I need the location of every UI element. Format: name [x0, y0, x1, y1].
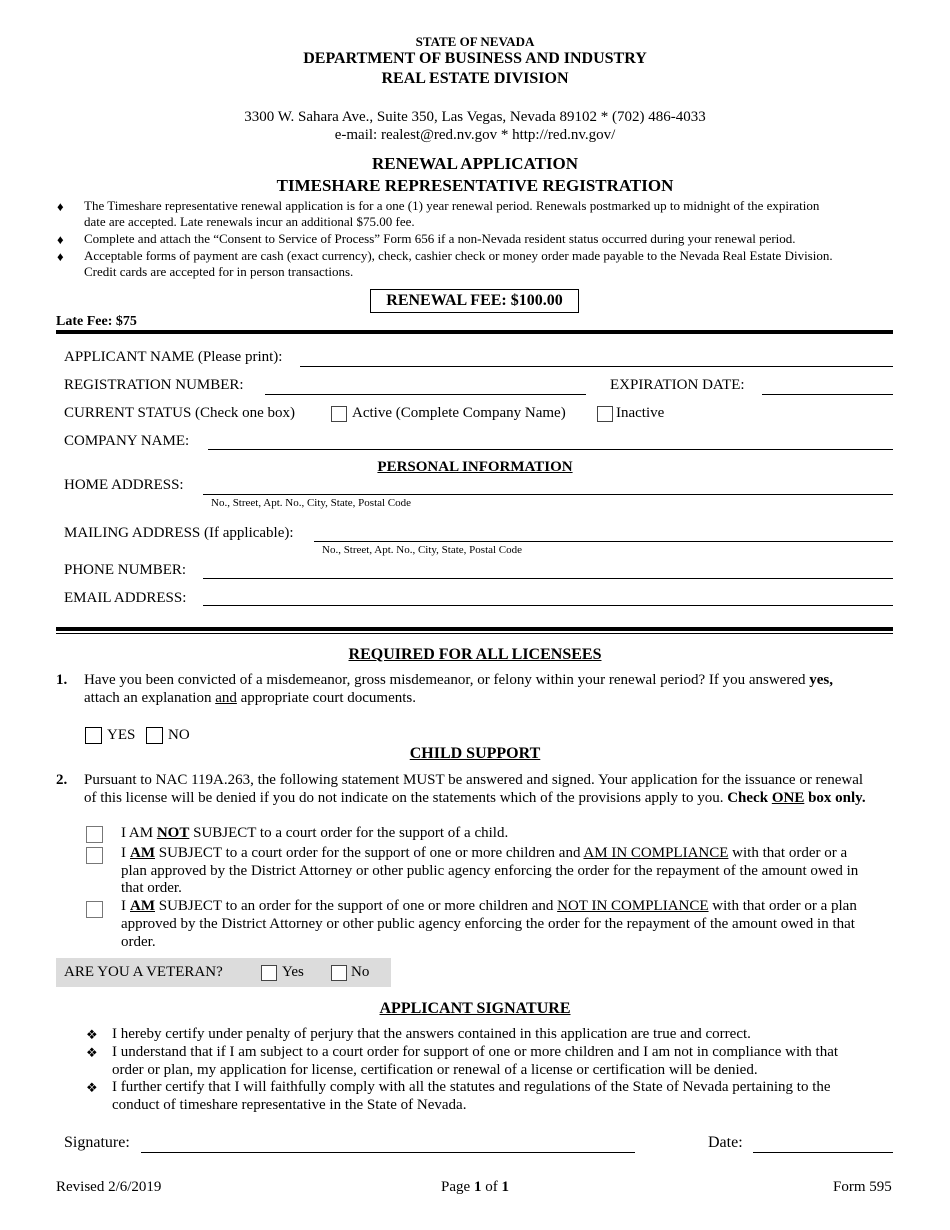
- status-inactive-checkbox[interactable]: [597, 406, 613, 422]
- status-inactive-label: Inactive: [616, 405, 665, 421]
- revision-date: Revised 2/6/2019: [56, 1179, 162, 1195]
- certification-3-line-1: I further certify that I will faithfully comply with all the statutes and regulations of the State of Nevada pertaining to the: [112, 1079, 831, 1095]
- certification-3-line-2: conduct of timeshare representative in the State of Nevada.: [112, 1097, 467, 1113]
- mailing-address-label: MAILING ADDRESS (If applicable):: [64, 525, 294, 541]
- question-2-line-2: [84, 790, 866, 807]
- question-1-yes-checkbox[interactable]: [85, 727, 102, 744]
- veteran-no-checkbox[interactable]: [331, 965, 347, 981]
- child-support-option-3-line-1: [121, 898, 857, 915]
- date-field[interactable]: [753, 1152, 893, 1153]
- certification-2-line-1: I understand that if I am subject to a court order for support of one or more children and I am not in compliance with that: [112, 1044, 839, 1060]
- option-1-not: NOT: [156, 825, 190, 841]
- option-3-am: AM: [130, 898, 155, 914]
- star-bullet-icon: ❖: [86, 1045, 98, 1060]
- child-support-option-3-line-2: approved by the District Attorney or other public agency enforcing the order for the repayment of the amount owed in that: [121, 916, 855, 932]
- page-total: 1: [501, 1179, 509, 1195]
- veteran-yes-checkbox[interactable]: [261, 965, 277, 981]
- option-3-not-in-compliance: NOT IN COMPLIANCE: [557, 898, 709, 914]
- question-2-text: of this license will be denied if you do not indicate on the statements which of the provisions apply to you.: [84, 790, 724, 806]
- option-1-text-b: SUBJECT to a court order for the support of a child.: [193, 825, 509, 841]
- diamond-bullet-icon: ♦: [57, 232, 64, 247]
- question-2-line-1: Pursuant to NAC 119A.263, the following statement MUST be answered and signed. Your application for the issuance or renewal: [84, 772, 864, 788]
- department-heading: DEPARTMENT OF BUSINESS AND INDUSTRY: [303, 50, 647, 67]
- certification-2-line-2: order or plan, my application for license, certification or renewal of a license or certification will be denied.: [112, 1062, 758, 1078]
- child-support-option-2-checkbox[interactable]: [86, 847, 103, 864]
- intro-bullet-2-line-1: Complete and attach the “Consent to Service of Process” Form 656 if a non-Nevada resident status occurred during your renewal period.: [84, 231, 796, 246]
- late-fee-label: Late Fee: $75: [56, 314, 137, 329]
- diamond-bullet-icon: ♦: [57, 249, 64, 264]
- child-support-option-2-line-3: that order.: [121, 880, 182, 896]
- mailing-address-field[interactable]: [314, 541, 893, 542]
- child-support-option-1: [121, 825, 508, 842]
- section-divider-thick: [56, 627, 893, 631]
- question-1-number: 1.: [56, 672, 68, 688]
- form-subtitle: TIMESHARE REPRESENTATIVE REGISTRATION: [276, 176, 674, 195]
- intro-bullet-3-line-1: Acceptable forms of payment are cash (exact currency), check, cashier check or money order made payable to the Nevada Real Estate Division.: [84, 248, 833, 263]
- applicant-signature-heading: APPLICANT SIGNATURE: [379, 1000, 571, 1017]
- company-name-field[interactable]: [208, 449, 893, 450]
- star-bullet-icon: ❖: [86, 1027, 98, 1042]
- page-of: of: [485, 1179, 498, 1195]
- option-2-text-b: with that order or a: [732, 845, 848, 861]
- question-1-yes-emphasis: yes,: [809, 672, 833, 688]
- status-active-label: Active (Complete Company Name): [352, 405, 566, 421]
- section-divider-thin: [56, 633, 893, 634]
- child-support-option-3-checkbox[interactable]: [86, 901, 103, 918]
- home-address-label: HOME ADDRESS:: [64, 477, 184, 493]
- child-support-heading: CHILD SUPPORT: [409, 745, 541, 762]
- question-2-box-only: box only.: [808, 790, 866, 806]
- status-active-checkbox[interactable]: [331, 406, 347, 422]
- question-2-check: Check: [727, 790, 769, 806]
- option-2-text-a: SUBJECT to a court order for the support of one or more children and: [158, 845, 581, 861]
- date-label: Date:: [708, 1134, 743, 1151]
- phone-number-field[interactable]: [203, 578, 893, 579]
- intro-bullet-1-line-2: date are accepted. Late renewals incur an additional $75.00 fee.: [84, 214, 415, 229]
- star-bullet-icon: ❖: [86, 1080, 98, 1095]
- question-2-number: 2.: [56, 772, 68, 788]
- registration-number-field[interactable]: [265, 394, 586, 395]
- option-3-text-a: SUBJECT to an order for the support of one or more children and: [158, 898, 554, 914]
- veteran-question: ARE YOU A VETERAN?: [64, 964, 223, 980]
- page-word: Page: [441, 1179, 471, 1195]
- home-address-hint: No., Street, Apt. No., City, State, Postal Code: [211, 497, 412, 509]
- applicant-name-label: APPLICANT NAME (Please print):: [64, 349, 283, 365]
- option-1-text-a: I AM: [121, 825, 154, 841]
- applicant-name-field[interactable]: [300, 366, 893, 367]
- veteran-yes-label: Yes: [282, 964, 304, 980]
- section-divider-thick: [56, 330, 893, 334]
- office-address: 3300 W. Sahara Ave., Suite 350, Las Vegas, Nevada 89102 * (702) 486-4033: [244, 109, 706, 125]
- current-status-label: CURRENT STATUS (Check one box): [64, 405, 296, 421]
- question-1-text: Have you been convicted of a misdemeanor, gross misdemeanor, or felony within your renewal period? If you answered: [84, 672, 806, 688]
- page-current: 1: [473, 1179, 482, 1195]
- personal-information-heading: PERSONAL INFORMATION: [377, 459, 573, 475]
- email-address-label: EMAIL ADDRESS:: [64, 590, 187, 606]
- question-1-yes-label: YES: [107, 727, 136, 743]
- option-2-am: AM: [130, 845, 155, 861]
- expiration-date-field[interactable]: [762, 394, 893, 395]
- renewal-fee-box: RENEWAL FEE: $100.00: [370, 289, 579, 313]
- question-1-line-1: [84, 672, 833, 689]
- home-address-field[interactable]: [203, 494, 893, 495]
- intro-bullet-3-line-2: Credit cards are accepted for in person transactions.: [84, 264, 354, 279]
- mailing-address-hint: No., Street, Apt. No., City, State, Postal Code: [322, 544, 523, 556]
- signature-field[interactable]: [141, 1152, 635, 1153]
- certification-1: I hereby certify under penalty of perjury that the answers contained in this application are true and correct.: [112, 1026, 751, 1042]
- diamond-bullet-icon: ♦: [57, 199, 64, 214]
- intro-bullet-1-line-1: The Timeshare representative renewal application is for a one (1) year renewal period. Renewals postmarked up to midnight of the expiration: [84, 198, 820, 213]
- expiration-date-label: EXPIRATION DATE:: [610, 377, 745, 393]
- child-support-option-3-line-3: order.: [121, 934, 156, 950]
- child-support-option-1-checkbox[interactable]: [86, 826, 103, 843]
- email-address-field[interactable]: [203, 605, 893, 606]
- question-1-court-text: appropriate court documents.: [240, 690, 416, 706]
- child-support-option-2-line-1: [121, 845, 847, 862]
- question-1-and-emphasis: and: [215, 690, 237, 706]
- option-3-text-b: with that order or a plan: [712, 898, 857, 914]
- option-3-i: I: [121, 898, 126, 914]
- child-support-option-2-line-2: plan approved by the District Attorney or other public agency enforcing the order for the repayment of the amount owed in: [121, 863, 859, 879]
- office-contact: e-mail: realest@red.nv.gov * http://red.nv.gov/: [334, 127, 616, 143]
- signature-label: Signature:: [64, 1134, 130, 1151]
- page-number: [0, 1179, 950, 1196]
- required-heading: REQUIRED FOR ALL LICENSEES: [348, 646, 602, 663]
- option-2-i: I: [121, 845, 126, 861]
- division-heading: REAL ESTATE DIVISION: [381, 70, 569, 87]
- veteran-panel: [56, 958, 391, 987]
- question-1-no-checkbox[interactable]: [146, 727, 163, 744]
- form-title: RENEWAL APPLICATION: [371, 154, 579, 173]
- registration-number-label: REGISTRATION NUMBER:: [64, 377, 244, 393]
- veteran-no-label: No: [351, 964, 370, 980]
- question-2-one: ONE: [771, 790, 805, 806]
- company-name-label: COMPANY NAME:: [64, 433, 190, 449]
- question-1-attach-text: attach an explanation: [84, 690, 212, 706]
- form-number: Form 595: [833, 1179, 892, 1195]
- phone-number-label: PHONE NUMBER:: [64, 562, 187, 578]
- option-2-in-compliance: AM IN COMPLIANCE: [583, 845, 729, 861]
- question-1-line-2: [84, 690, 416, 707]
- question-1-no-label: NO: [168, 727, 190, 743]
- state-heading: STATE OF NEVADA: [415, 34, 535, 49]
